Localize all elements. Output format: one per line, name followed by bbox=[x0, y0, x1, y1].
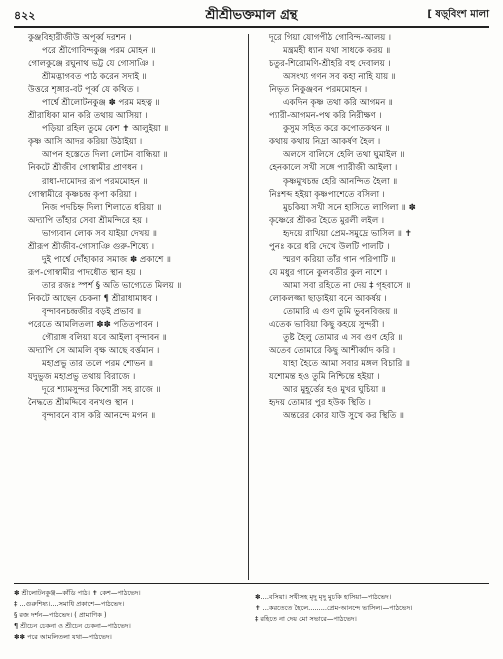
footnote-line: ¶ শ্রীচেন চেকনা ও শ্রীচেন চেকনা—পাঠভেদ। bbox=[14, 622, 131, 630]
verse-line: যাহা হৈতে আমা সবার মঙ্গল বিচারি ॥ bbox=[283, 359, 410, 370]
verse-line: আর মুহূর্ত্তের হও মুখর ঘুচিয়া ॥ bbox=[283, 385, 386, 396]
verse-line: অদ্যাপি সে আমলি বৃক্ষ আছে বর্ত্তমান । bbox=[28, 346, 160, 357]
verse-line: যশোমন্ত হও তুমি নিশ্চিন্তে হইয়া । bbox=[269, 372, 380, 383]
verse-line: শ্রীরাধিকা মান করি তথায় আসিয়া । bbox=[28, 111, 148, 122]
verse-line: শ্রীমদ্ভাগবত পাঠ করেন সদাই ॥ bbox=[42, 72, 147, 83]
page-number: ৪২২ bbox=[14, 9, 36, 22]
verse-line: অসংখ্য গণন সব কহা নাহি যায় ॥ bbox=[283, 72, 396, 83]
verse-line: অলসে বালিসে হেলি তথা ঘুমাইল ॥ bbox=[283, 150, 405, 161]
footnote-line: ✝ ...করতেতে হৈলে.........প্রেম-আনন্দে ভাসিল।—পাঠভেদ। bbox=[255, 604, 413, 612]
verse-line: কৃষ্ণ আসি আদর করিয়া উঠাইয়া । bbox=[28, 137, 143, 148]
column-divider bbox=[248, 34, 249, 580]
verse-line: রূপ-গোস্বামীর পাদধৌত স্থান হয় । bbox=[28, 267, 142, 278]
verse-line: রাধা-দামোদর রূপ পরমমোহন ॥ bbox=[42, 176, 148, 187]
verse-line: মহাপ্রভু তার তলে পরম শোভন ॥ bbox=[42, 359, 154, 370]
verse-line: হৃদয়ে রাখিয়া প্রেম-সমুদ্রে ভাসিল ॥ ✝ bbox=[283, 228, 412, 239]
footnote-line: ‡ ...গুরুশিষ্য।....সমাধি প্রকাশে—পাঠভেদ। bbox=[14, 600, 125, 608]
verse-line: যে মধুর গানে কুলবতীর কুল নাশে । bbox=[269, 267, 388, 278]
verse-line: দুই পার্শ্বে দোঁহাকার সমাজ ✽ প্রকাশে ॥ bbox=[42, 254, 171, 265]
verse-line: যদুভুজ মহাপ্রভু তথায় বিরাজে । bbox=[28, 372, 136, 383]
book-title: শ্রীশ্রীভক্তমাল গ্রন্থ bbox=[205, 8, 298, 23]
verse-line: লোকলজ্জা ছাড়াইয়া বনে আকর্ষয় । bbox=[269, 293, 387, 304]
footnote-line: § রজ দর্শন—পাঠভেদ। ( প্রামাণিক ) bbox=[14, 611, 107, 619]
verse-line: ভাগ্যবান লোক সব যাইয়া দেখয় ॥ bbox=[42, 228, 157, 239]
page-header bbox=[14, 6, 489, 28]
footnote-line: ‡ রহিতে না দেয় মো সভারে—পাঠভেদ। bbox=[255, 615, 357, 623]
verse-line: পার্শ্বে শ্রীলোটনকুঞ্জ ✽ পরম মহত্ব ॥ bbox=[42, 98, 160, 109]
verse-line: চতুর-শিরোমণি-শ্রীহরি বহু দেবালয় । bbox=[269, 59, 391, 70]
verse-line: প্যারী-আগমন-পথ করি নিরীক্ষণ । bbox=[269, 111, 382, 122]
verse-line: কুঞ্জবিহারীজীউ অপূর্ব্ব দরশন । bbox=[28, 33, 132, 43]
verse-line: কৃষ্ণমুখচন্দ্র হেরি আনন্দিত হৈলা ॥ bbox=[283, 176, 398, 187]
footnote-line: ✽✽ পরে আমলিতলা যথা—পাঠভেদ। bbox=[14, 633, 112, 641]
verse-line: বৃন্দাবনে বাস করি আনন্দে মগন ॥ bbox=[42, 411, 156, 422]
verse-line: তোমারি এ গুণ তুমি ভুবনবিজয় ॥ bbox=[283, 306, 398, 317]
footnote-line: ✽ শ্রীলোটনকুঞ্জ—কাঁডি পাঠ। ✝ কেশ—পাঠভেদ। bbox=[14, 589, 141, 597]
verse-line: অন্তরের কোর যাউ সুখে কর স্থিতি ॥ bbox=[283, 411, 404, 422]
verse-line: গোস্বামীরে কৃষ্ণচন্দ্র কৃপা করিয়া । bbox=[28, 189, 137, 200]
verse-line: উত্তরে শৃঙ্গার-বট পূর্ব্ব যে কথিত । bbox=[28, 85, 140, 96]
verse-line: কৃষ্ণেরে শ্রীকর হৈতে মুরলী লইল । bbox=[269, 215, 385, 226]
section-label: [ ষড়্‌বিংশ মালা bbox=[427, 9, 489, 20]
verse-line: পরেতে আমলিতলা ✽✽ পতিতপাবন । bbox=[28, 320, 159, 331]
verse-line: নিভৃত নিকুঞ্জবন পরমমোহন । bbox=[269, 85, 368, 96]
verse-line: অদ্যাপি তাঁহার সেবা শ্রীমন্দিরে হয় । bbox=[28, 215, 148, 226]
verse-line: নিকটে আছেন চেকনা ¶ শ্রীরাধামাধব । bbox=[28, 293, 158, 304]
verse-line: তুষ্ট হৈলু তোমার এ সব গুণ হেরি ॥ bbox=[283, 333, 403, 344]
verse-line: হেনকালে সখী সঙ্গে প্যারীজী আইলা । bbox=[269, 163, 398, 174]
left-verse-column bbox=[14, 32, 248, 423]
verse-line: গৌরাঙ্গ বলিয়া যবে আইলা বৃন্দাবন ॥ bbox=[42, 333, 167, 344]
verse-line: কথায় কথায় নিদ্রা আকর্ষণ হৈল । bbox=[269, 137, 381, 148]
footnotes-left bbox=[14, 588, 248, 643]
verse-line: স্মরণ করিয়া তাঁর গান পরিপাটি ॥ bbox=[283, 254, 396, 265]
verse-line: দূরে গিয়া যোগপীঠ গোবিন্দ-আলয় । bbox=[269, 33, 392, 43]
verse-line: অতেব তোমারে কিছু আশীর্ব্বাদ করি । bbox=[269, 346, 396, 357]
footnotes-right bbox=[255, 592, 489, 625]
verse-line: গোলকুঞ্জে রঘুনাথ ভট্ট যে গোসাঞি । bbox=[28, 59, 155, 70]
verse-line: বৃন্দাবনচন্দ্রজীর বড়ই প্রভাব ॥ bbox=[42, 306, 142, 317]
verse-line: পরে শ্রীগোবিন্দকুঞ্জ পরম মোহন ॥ bbox=[42, 46, 156, 57]
verse-line: একদিন কৃষ্ণ তথা করি আগমন ॥ bbox=[283, 98, 393, 109]
verse-line: শ্রীরূপ শ্রীজীব-গোসাঞি গুরু-শিষ্যে । bbox=[28, 241, 155, 252]
verse-line: নৈদ্ধতে শ্রীমদ্দিবে বনখণ্ড স্থান । bbox=[28, 398, 134, 409]
verse-line: আপন হস্তেতে দিলা লোটন বান্ধিয়া ॥ bbox=[42, 150, 168, 161]
verse-line: পড়িয়া রহিল তুমে কেশ ✝ আলুইয়া ॥ bbox=[42, 124, 169, 135]
verse-line: কুসুম সহিত করে কপোতকথন ॥ bbox=[283, 124, 390, 135]
verse-line: আমা সবা রহিতে না দেয় ‡ গৃহবাসে ॥ bbox=[283, 280, 411, 291]
verse-line: নিঃশব্দ হইয়া কৃষ্ণপাশেতে বসিলা । bbox=[269, 189, 385, 200]
verse-line: দূরে শ্যামসুন্দর কিশোরী সহ রাজে ॥ bbox=[42, 385, 161, 396]
verse-line: মুচকিয়া সখী সনে হাসিতে লাগিলা ॥ ✽ bbox=[283, 202, 416, 213]
verse-line: নিজ পদচিহ্ন দিলা শিলাতে ধরিয়া ॥ bbox=[42, 202, 162, 213]
verse-line: মন্ত্রমহী ধ্যান যথা সাধকে করয় ॥ bbox=[283, 46, 391, 57]
right-verse-column bbox=[255, 32, 489, 423]
verse-line: তার রজঃ স্পর্শ § অতি ভাগ্যেতে মিলয় ॥ bbox=[42, 280, 182, 291]
verse-line: এতেক ভাবিয়া কিছু কহয়ে সুন্দরী । bbox=[269, 320, 385, 331]
footnote-rule bbox=[14, 583, 489, 584]
verse-line: নিকটে শ্রীজীব গোস্বামীর প্রাণধন । bbox=[28, 163, 143, 174]
footnote-line: ✽....বসিয়া। সখীসহ মৃদু মৃদু মুচকি হাসিয়া—পাঠভেদ। bbox=[255, 593, 392, 601]
verse-line: হৃদয় তোমার পুর হউক স্থিতি । bbox=[269, 398, 371, 409]
verse-line: পুনঃ করে ধরি দেখে উলটি পালটি । bbox=[269, 241, 390, 252]
